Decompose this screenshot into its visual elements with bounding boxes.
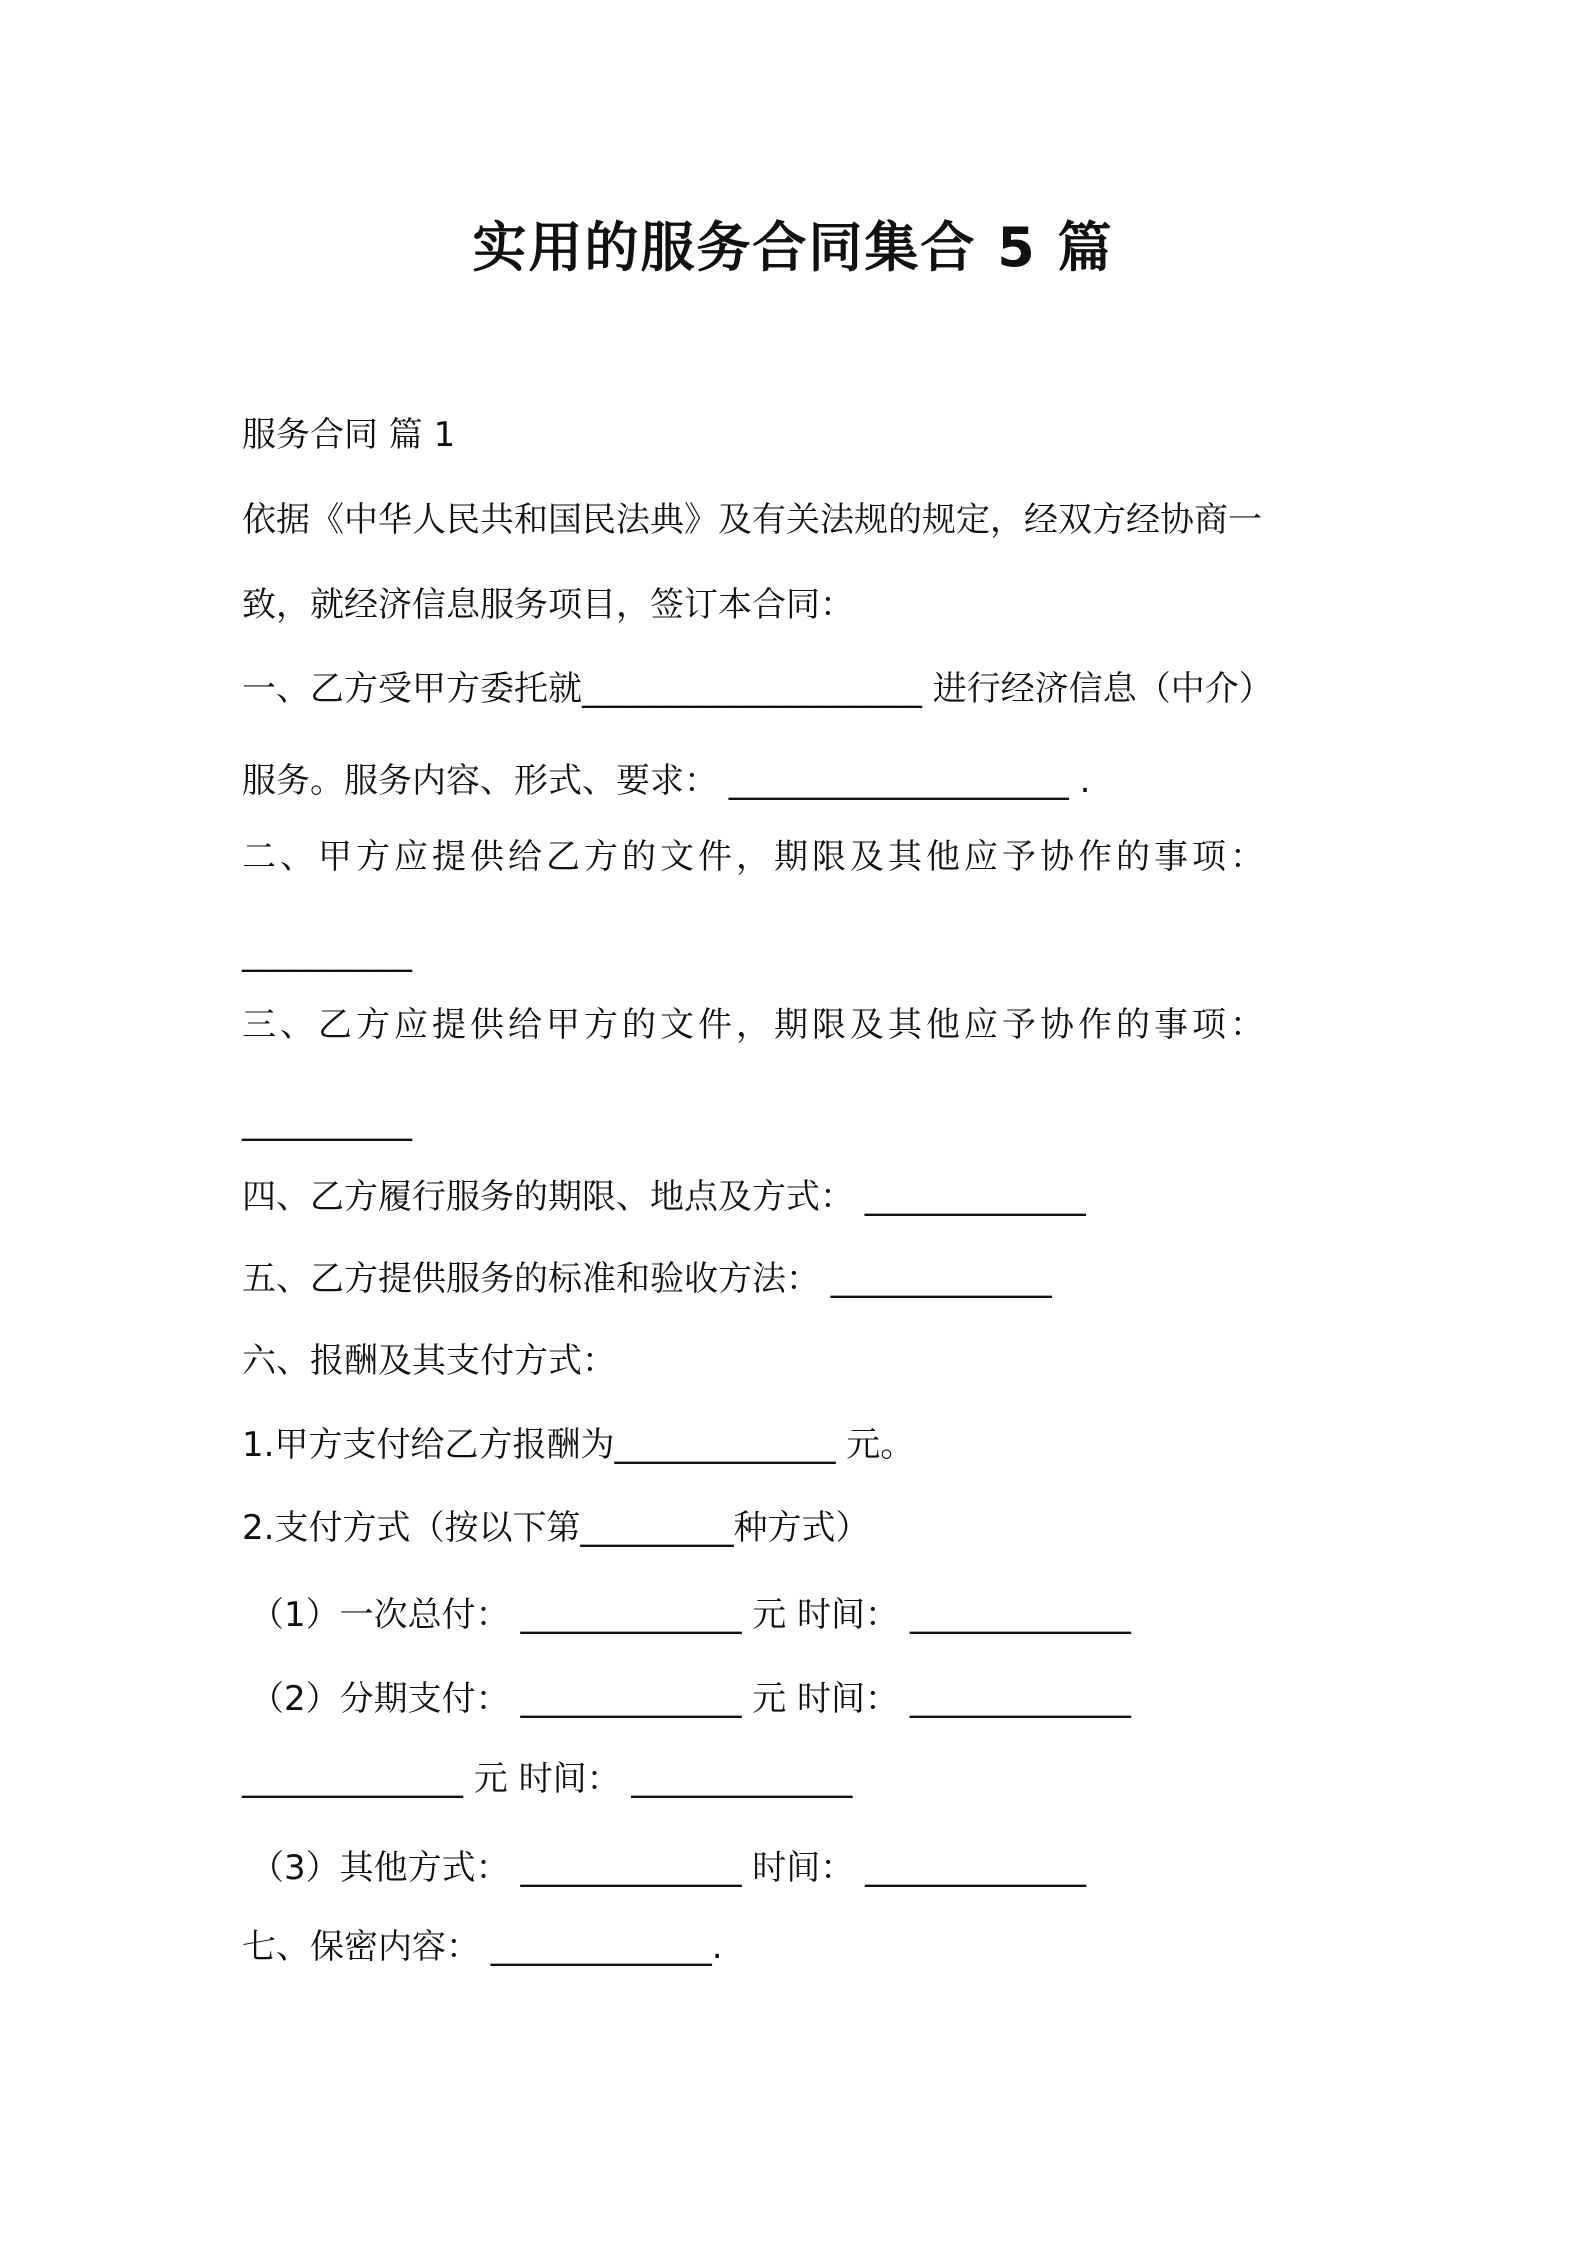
blank-line: __________ <box>242 1102 412 1142</box>
clause-line: 四、乙方履行服务的期限、地点及方式： _____________ <box>242 1177 1086 1217</box>
clause-line: 七、保密内容： _____________. <box>242 1927 723 1967</box>
blank-line: __________ <box>242 933 412 973</box>
payment-option: （2）分期支付： _____________ 元 时间： _____________ <box>250 1679 1131 1719</box>
payment-option: _____________ 元 时间： _____________ <box>242 1759 853 1799</box>
clause-line: 三、乙方应提供给甲方的文件，期限及其他应予协作的事项： <box>242 1005 1268 1045</box>
payment-option: （1）一次总付： _____________ 元 时间： _____________ <box>250 1595 1131 1635</box>
document-title: 实用的服务合同集合 5 篇 <box>472 216 1114 279</box>
clause-line: 一、乙方受甲方委托就____________________ 进行经济信息（中介） <box>242 669 1273 709</box>
clause-line: 六、报酬及其支付方式： <box>242 1341 616 1381</box>
clause-line: 1.甲方支付给乙方报酬为_____________ 元。 <box>242 1425 915 1465</box>
section-heading: 服务合同 篇 1 <box>242 415 456 455</box>
clause-line: 2.支付方式（按以下第_________种方式） <box>242 1508 870 1548</box>
paragraph-line: 致，就经济信息服务项目，签订本合同： <box>242 585 854 625</box>
clause-line: 二、甲方应提供给乙方的文件，期限及其他应予协作的事项： <box>242 837 1268 877</box>
clause-line: 服务。服务内容、形式、要求： ____________________ . <box>242 761 1091 801</box>
clause-line: 五、乙方提供服务的标准和验收方法： _____________ <box>242 1259 1052 1299</box>
paragraph-line: 依据《中华人民共和国民法典》及有关法规的规定，经双方经协商一 <box>242 500 1262 540</box>
payment-option: （3）其他方式： _____________ 时间： _____________ <box>250 1848 1087 1888</box>
